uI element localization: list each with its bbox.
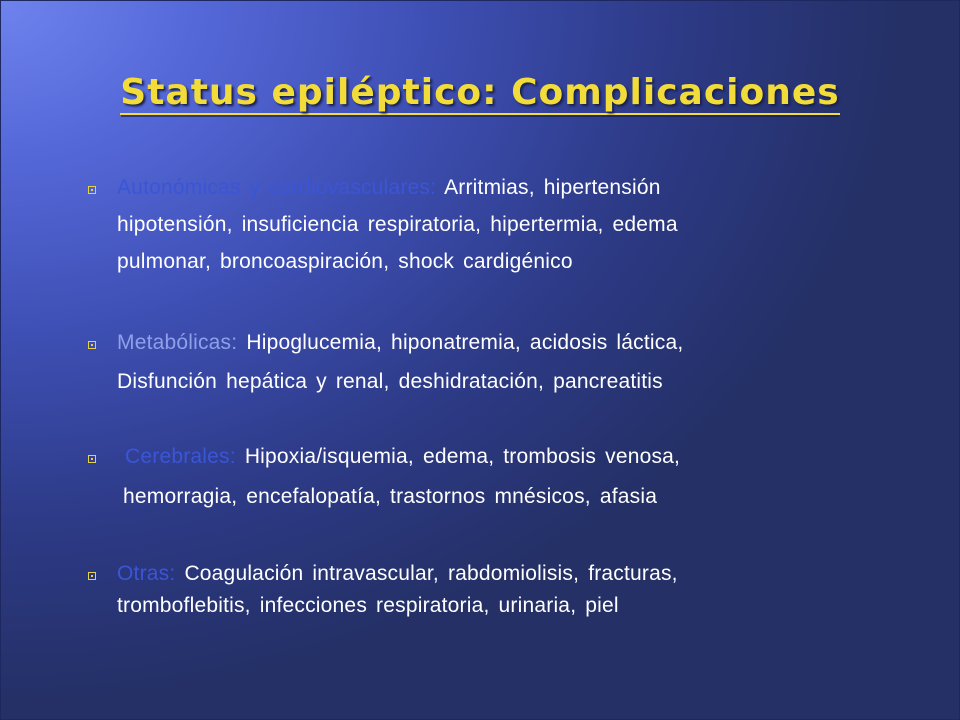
item-label: Autonómicas y cardiovasculares [117,176,431,199]
item-separator: : [229,445,236,468]
item-label: Metabólicas [117,331,232,354]
list-item-line: pulmonar, broncoaspiración, shock cardigénico [117,250,573,273]
item-separator: : [231,331,238,354]
square-bullet-icon [88,572,96,580]
item-text: Coagulación intravascular, rabdomiolisis, fracturas, [184,562,678,585]
item-text: Arritmias, hipertensión [444,176,661,199]
slide-title [0,72,960,113]
slide-title-text: Status epiléptico: Complicaciones [120,72,840,113]
square-bullet-icon [88,186,96,194]
list-item-line: Disfunción hepática y renal, deshidratación, pancreatitis [117,370,663,393]
list-item-line [125,445,680,469]
list-item-line [117,176,661,200]
list-item-line: hemorragia, encefalopatía, trastornos mnésicos, afasia [123,485,658,508]
list-item-line [117,331,683,355]
item-label: Otras [117,562,170,585]
item-label: Cerebrales [125,445,230,468]
list-item-line: hipotensión, insuficiencia respiratoria, hipertermia, edema [117,213,678,236]
list-item-line: tromboflebitis, infecciones respiratoria, urinaria, piel [117,594,619,617]
item-separator: : [430,176,437,199]
item-separator: : [169,562,176,585]
square-bullet-icon [88,341,96,349]
list-item-line [117,562,678,586]
square-bullet-icon [88,455,96,463]
item-text: Hipoxia/isquemia, edema, trombosis venosa, [244,445,681,468]
item-text: Hipoglucemia, hiponatremia, acidosis láctica, [246,331,684,354]
